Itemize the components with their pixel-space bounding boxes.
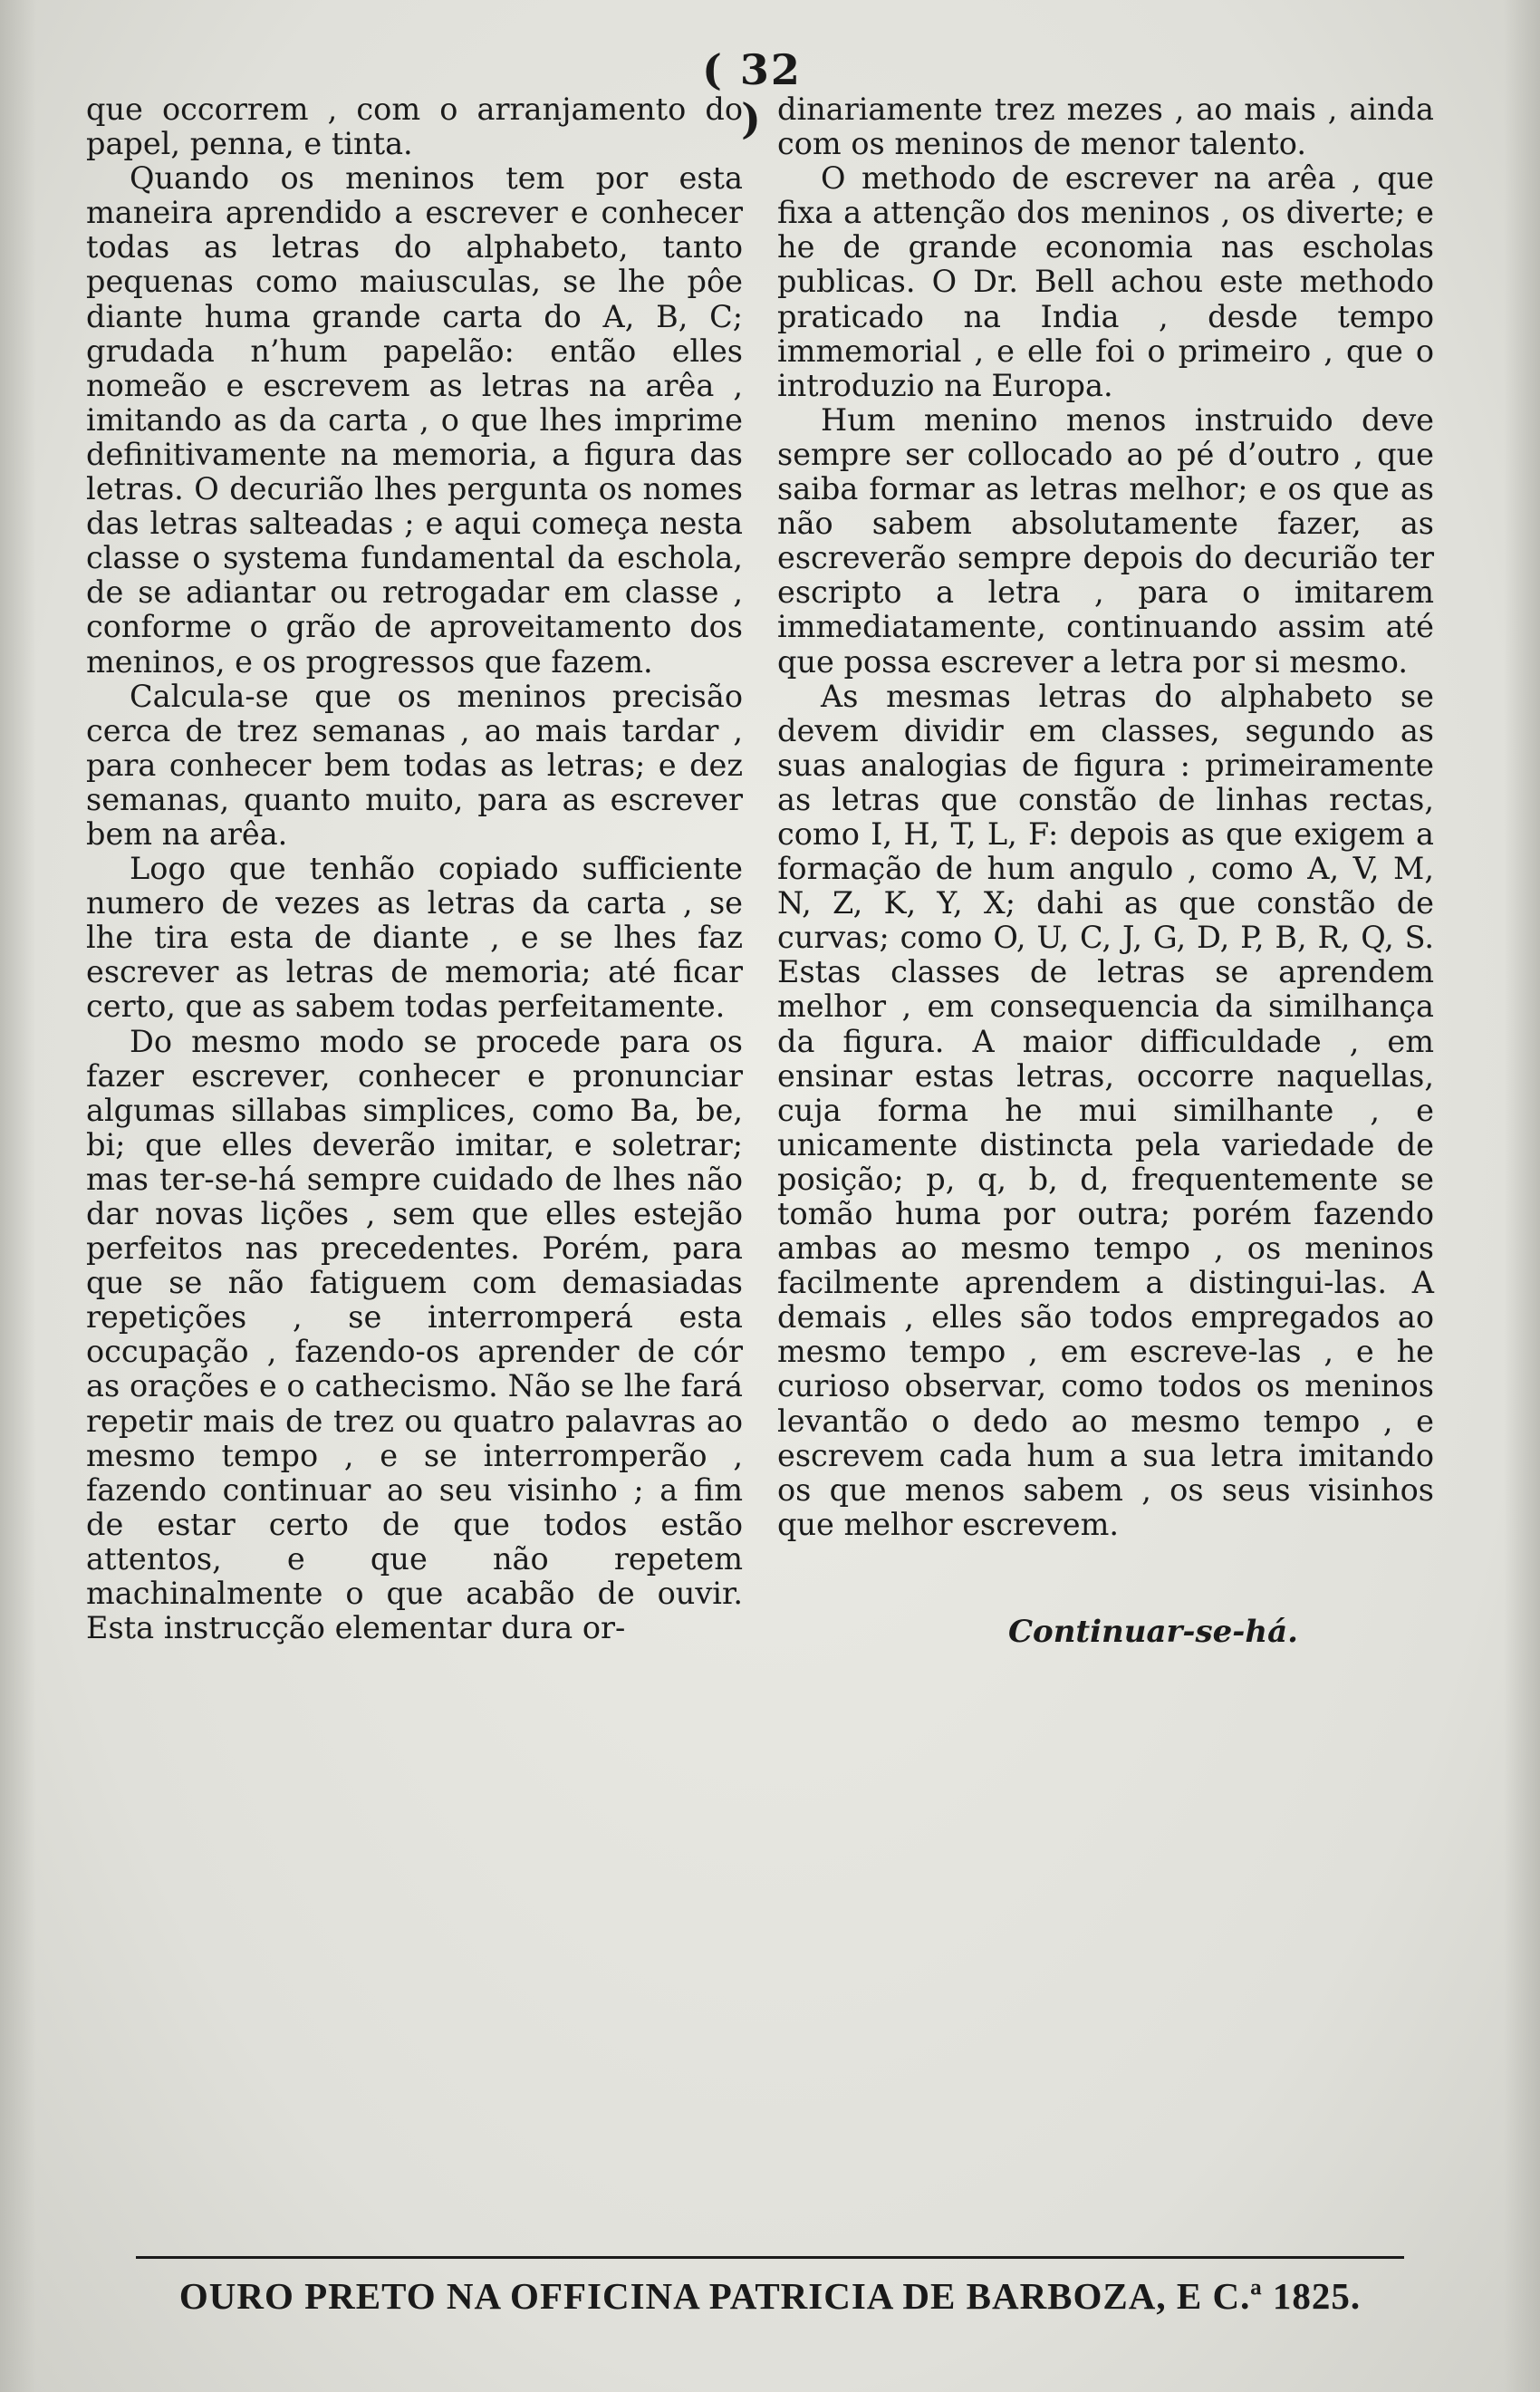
paragraph: Hum menino menos instruido deve sempre ser collocado ao pé d’outro , que saiba formar as letras melhor; e os que as não sabem absolutamente fazer, as escreverão sempre depois do decurião ter escripto a letra , para o imitarem immediatamente, continuando assim até que possa escrever a letra por si mesmo. — [777, 401, 1434, 680]
left-page-shadow — [0, 0, 36, 2392]
footer-rule — [136, 2256, 1404, 2259]
paragraph: O methodo de escrever na arêa , que fixa a attenção dos meninos , os diverte; e he de grande economia nas escholas publicas. O Dr. Bell achou este methodo praticado na India , desde tempo immemorial , e elle foi o primeiro , que o introduzio na Europa. — [777, 160, 1434, 403]
page-number: ( 32 ) — [702, 45, 802, 143]
paragraph: As mesmas letras do alphabeto se devem dividir em classes, segundo as suas analogias de figura : primeiramente as letras que constão de linhas rectas, como I, H, T, L, F: depois as que exigem a formação de hum angulo , como A, V, M, N, Z, K, Y, X; dahi as que constão de curvas; como O, U, C, J, G, D, P, B, R, Q, S. Estas classes de letras se aprendem melhor , em consequencia da similhança da figura. A maior difficuldade , em ensinar estas letras, occorre naquellas, cuja forma he mui similhante , e unicamente distincta pela variedade de posição; p, q, b, d, frequentemente se tomão huma por outra; porém fazendo ambas ao mesmo tempo , os meninos facilmente aprendem a distingui-las. A demais , elles são todos empregados ao mesmo tempo , em escreve-las , e he curioso observar, como todos os meninos levantão o dedo ao mesmo tempo , e escrevem cada hum a sua letra imitando os que menos sabem , os seus visinhos que melhor escrevem. — [777, 678, 1434, 1542]
printer-imprint: OURO PRETO NA OFFICINA PATRICIA DE BARBOZA, E C.ª 1825. — [178, 2275, 1362, 2317]
paragraph: Quando os meninos tem por esta maneira aprendido a escrever e conhecer todas as letras do alphabeto, tanto pequenas como maiusculas, se lhe pôe diante huma grande carta do A, B, C; grudada n’hum papelão: então elles nomeão e escrevem as letras na arêa , imitando as da carta , o que lhes imprime definitivamente na memoria, a figura das letras. O decurião lhes pergunta os nomes das letras salteadas ; e aqui começa nesta classe o systema fundamental da eschola, de se adiantar ou retrogadar em classe , conforme o grão de aproveitamento dos meninos, e os progressos que fazem. — [86, 160, 743, 680]
left-text-column — [86, 92, 743, 1645]
right-text-column — [777, 92, 1434, 1649]
continuation-note: Continuar-se-há. — [1007, 1613, 1298, 1650]
paragraph: Do mesmo modo se procede para os fazer escrever, conhecer e pronunciar algumas sillabas simplices, como Ba, be, bi; que elles deverão imitar, e soletrar; mas ter-se-há sempre cuidado de lhes não dar novas lições , sem que elles estejão perfeitos nas precedentes. Porém, para que se não fatiguem com demasiadas repetições , se interromperá esta occupação , fazendo-os aprender de cór as orações e o cathecismo. Não se lhe fará repetir mais de trez ou quatro palavras ao mesmo tempo , e se interromperão , fazendo continuar ao seu visinho ; a fim de estar certo de que todos estão attentos, e que não repetem machinalmente o que acabão de ouvir. Esta instrucção elementar dura or- — [86, 1023, 743, 1646]
right-page-shadow — [1504, 0, 1540, 2392]
paragraph: que occorrem , com o arranjamento do papel, penna, e tinta. — [86, 92, 743, 162]
paragraph: Calcula-se que os meninos precisão cerca de trez semanas , ao mais tardar , para conhecer bem todas as letras; e dez semanas, quanto muito, para as escrever bem na arêa. — [86, 678, 743, 852]
paragraph: Logo que tenhão copiado sufficiente numero de vezes as letras da carta , se lhe tira esta de diante , e se lhes faz escrever as letras de memoria; até ficar certo, que as sabem todas perfeitamente. — [86, 851, 743, 1025]
paragraph: dinariamente trez mezes , ao mais , ainda com os meninos de menor talento. — [777, 92, 1434, 162]
